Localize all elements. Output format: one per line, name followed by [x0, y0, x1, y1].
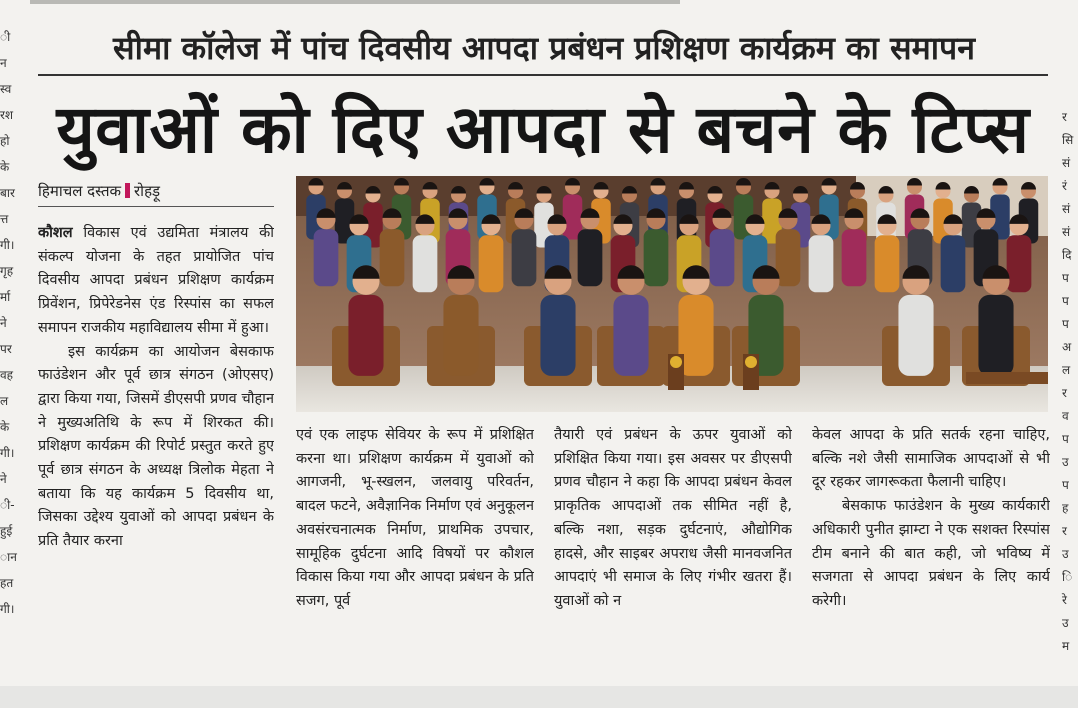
paragraph-col4-1: केवल आपदा के प्रति सतर्क रहना चाहिए, बल्कि नशे जैसी सामाजिक आपदाओं से भी दूर रहकर जागरूकता फैलानी चाहिए।: [812, 427, 1050, 491]
sliver-fragment: ी: [0, 30, 11, 44]
student-middle-row: [941, 214, 966, 292]
student-middle-row: [479, 214, 504, 292]
student-middle-row: [875, 214, 900, 292]
student-middle-row: [842, 208, 867, 286]
sliver-fragment: गृह: [0, 264, 14, 278]
main-headline: युवाओं को दिए आपदा से बचने के टिप्स: [56, 91, 1030, 168]
dateline-place: रोहड़ू: [134, 182, 161, 200]
dateline: [38, 180, 160, 202]
sliver-fragment: प: [1062, 294, 1069, 308]
sliver-fragment: न: [0, 56, 7, 70]
article-column-2: एवं एक लाइफ सेवियर के रूप में प्रशिक्षित करना था। प्रशिक्षण कार्यक्रम में युवाओं को आगजनी, भू-स्खलन, जलवायु परिवर्तन, बादल फटने, अवैज्ञानिक निर्माण एवं अनुकूलन अवसंरचनात्मक निर्माण, प्राथमिक उपचार, सामूहिक दुर्घटना आदि विषयों पर कौशल विकास किया गया और आपदा प्रबंधन के प्रति सजग, पूर्व: [296, 427, 534, 609]
sliver-fragment: अ: [1062, 340, 1072, 354]
sliver-fragment: हुई: [0, 524, 13, 538]
sliver-fragment: उ: [1062, 455, 1069, 469]
guest-front-row: [443, 265, 478, 376]
sliver-fragment: त्त: [0, 212, 9, 226]
sliver-fragment: ि: [1062, 570, 1073, 584]
sliver-fragment: स्व: [0, 82, 12, 96]
student-middle-row: [380, 208, 405, 286]
guest-front-row: [613, 265, 648, 376]
sliver-fragment: प: [1062, 478, 1069, 492]
sliver-fragment: र: [1062, 386, 1067, 400]
sliver-fragment: र: [1062, 110, 1067, 124]
dateline-divider: [38, 206, 274, 207]
student-middle-row: [1007, 214, 1032, 292]
student-middle-row: [512, 208, 537, 286]
group-photo: [296, 176, 1048, 412]
sliver-fragment: ल: [0, 394, 9, 408]
group-photo-icon: [296, 176, 1048, 412]
article-column-4: [812, 424, 1050, 648]
student-middle-row: [776, 208, 801, 286]
sliver-fragment: उ: [1062, 616, 1069, 630]
dateline-source: हिमाचल दस्तक: [38, 182, 122, 200]
sliver-fragment: रं: [1062, 179, 1067, 193]
paragraph-1: विकास एवं उद्यमिता मंत्रालय की संकल्प योजना के तहत प्रायोजित पांच दिवसीय आपदा प्रबंधन प्रशिक्षण कार्यक्रम प्रिवेंशन, प्रिपेरेडनेस एंड रिस्पांस का सफल समापन राजकीय महाविद्यालय सीमा में हुआ।: [38, 225, 274, 336]
student-middle-row: [809, 214, 834, 292]
sliver-fragment: सं: [1062, 225, 1071, 239]
guest-front-row: [898, 265, 933, 376]
sliver-fragment: रश: [0, 108, 14, 122]
lead-word: कौशल: [38, 225, 73, 241]
sliver-fragment: हत: [0, 576, 14, 590]
side-table: [966, 372, 1048, 384]
paragraph-2: इस कार्यक्रम का आयोजन बेसकाफ फाउंडेशन और पूर्व छात्र संगठन (ओएसए) द्वारा किया गया, जिसमें डीएसपी प्रणव चौहान ने मुख्यअतिथि के रूप में शिरकत की। प्रशिक्षण कार्यक्रम की रिपोर्ट प्रस्तुत करते हुए पूर्व छात्र संगठन के अध्यक्ष त्रिलोक मेहता ने बताया कि यह कार्यक्रम 5 दिवसीय था, जिसका उद्देश्य युवाओं को आपदा प्रबंधन के प्रति तैयार करना: [38, 343, 274, 550]
sliver-fragment: गी।: [0, 238, 15, 252]
article-column-1: [38, 222, 274, 648]
sliver-fragment: पर: [0, 342, 12, 356]
guest-front-row: [348, 265, 383, 376]
student-middle-row: [710, 208, 735, 286]
sliver-fragment: गी।: [0, 446, 15, 460]
kicker-headline: सीमा कॉलेज में पांच दिवसीय आपदा प्रबंधन प्रशिक्षण कार्यक्रम का समापन: [113, 29, 975, 67]
bottom-margin: [0, 686, 1078, 708]
sliver-fragment: ह: [1062, 501, 1069, 515]
guest-front-row: [978, 265, 1013, 376]
dateline-separator: [125, 183, 130, 198]
student-middle-row: [413, 214, 438, 292]
student-back-row: [563, 178, 583, 240]
sliver-fragment: ने: [0, 316, 7, 330]
sliver-fragment: गी।: [0, 602, 15, 616]
right-adjacent-column: [1058, 0, 1078, 686]
sliver-fragment: के: [0, 160, 10, 174]
sliver-fragment: ल: [1062, 363, 1071, 377]
sliver-fragment: हो: [0, 134, 10, 148]
sliver-fragment: म: [1062, 639, 1070, 653]
top-rule: [30, 0, 680, 4]
sliver-fragment: उ: [1062, 547, 1069, 561]
sliver-fragment: प: [1062, 271, 1069, 285]
article-column-3: तैयारी एवं प्रबंधन के ऊपर युवाओं को प्रशिक्षित किया गया। इस अवसर पर डीएसपी प्रणव चौहान ने कहा कि आपदा प्रबंधन केवल प्राकृतिक आपदाओं तक सीमित नहीं है, बल्कि नशा, सड़क दुर्घटनाएं, औद्योगिक हादसे, और साइबर अपराध जैसी मानवजनित आपदाएं भी समाज के लिए गंभीर खतरा हैं। युवाओं को न: [554, 427, 792, 609]
sliver-fragment: ने: [0, 472, 7, 486]
sliver-fragment: प: [1062, 432, 1069, 446]
trophy-emblem: [670, 356, 682, 368]
sliver-fragment: दि: [1062, 248, 1072, 262]
paragraph-col4-2: बेसकाफ फाउंडेशन के मुख्य कार्यकारी अधिकारी पुनीत झाम्टा ने एक सशक्त रिस्पांस टीम बनाने की बात कही, जो भविष्य में सजगता से आपदा प्रबंधन के लिए कार्य करेगी।: [812, 498, 1050, 609]
kicker-divider: [38, 74, 1048, 76]
sliver-fragment: सं: [1062, 202, 1071, 216]
sliver-fragment: प: [1062, 317, 1069, 331]
sliver-fragment: सं: [1062, 156, 1071, 170]
guest-front-row: [540, 265, 575, 376]
student-middle-row: [578, 208, 603, 286]
sliver-fragment: रे: [1062, 593, 1067, 607]
sliver-fragment: वह: [0, 368, 14, 382]
sliver-fragment: र्मा: [0, 290, 11, 304]
sliver-fragment: ी-: [0, 498, 15, 512]
sliver-fragment: ान: [0, 550, 17, 564]
trophy-emblem: [745, 356, 757, 368]
sliver-fragment: सि: [1062, 133, 1074, 147]
sliver-fragment: बार: [0, 186, 15, 200]
sliver-fragment: व: [1062, 409, 1069, 423]
student-middle-row: [644, 208, 669, 286]
sliver-fragment: र: [1062, 524, 1067, 538]
student-middle-row: [314, 208, 339, 286]
sliver-fragment: के: [0, 420, 10, 434]
left-adjacent-column: [0, 0, 20, 686]
